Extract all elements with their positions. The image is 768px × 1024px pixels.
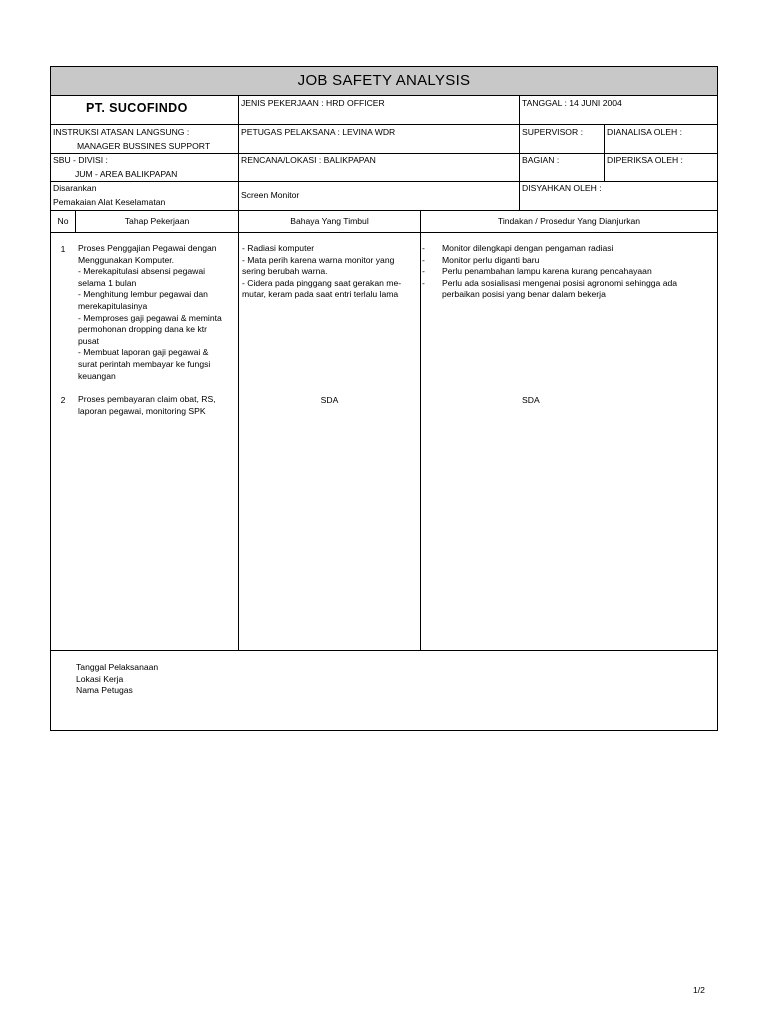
tahap-line: - Menghitung lembur pegawai dan: [78, 289, 208, 300]
bahaya-line: - Mata perih karena warna monitor yang: [242, 254, 395, 265]
petugas-pelaksana: PETUGAS PELAKSANA : LEVINA WDR: [241, 127, 396, 137]
tahap-line: Menggunakan Komputer.: [78, 254, 175, 265]
tindakan-dash: -: [422, 243, 425, 253]
tindakan-line: Monitor perlu diganti baru: [442, 254, 540, 265]
supervisor-label: SUPERVISOR :: [522, 127, 583, 137]
nama-petugas-label: Nama Petugas: [76, 685, 133, 696]
tahap-line: selama 1 bulan: [78, 277, 137, 288]
tindakan-dash: -: [422, 254, 425, 265]
divider: [51, 650, 717, 651]
diperiksa-label: DIPERIKSA OLEH :: [607, 155, 683, 165]
tindakan-line: Perlu ada sosialisasi mengenai posisi agronomi sehingga ada: [442, 277, 678, 288]
tahap-line: pusat: [78, 335, 100, 346]
divider: [420, 210, 421, 650]
page-number: 1/2: [693, 985, 705, 995]
sbu-label: SBU - DIVISI :: [53, 155, 108, 165]
tindakan-line: Monitor dilengkapi dengan pengaman radiasi: [442, 243, 614, 253]
screen-monitor: Screen Monitor: [241, 190, 300, 200]
row-number: 2: [60, 395, 66, 405]
jenis-pekerjaan: JENIS PEKERJAAN : HRD OFFICER: [241, 98, 385, 108]
company-name: PT. SUCOFINDO: [86, 101, 188, 115]
tahap-line: Proses pembayaran claim obat, RS,: [78, 394, 216, 404]
form-title: JOB SAFETY ANALYSIS: [51, 67, 717, 95]
pemakaian-alat-label: Pemakaian Alat Keselamatan: [53, 197, 166, 207]
divider: [51, 95, 717, 96]
dianalisa-label: DIANALISA OLEH :: [607, 127, 682, 137]
tindakan-dash-column: [422, 243, 425, 289]
tanggal-pelaksanaan-label: Tanggal Pelaksanaan: [76, 662, 159, 672]
tahap-line: - Merekapitulasi absensi pegawai: [78, 266, 206, 277]
lokasi-kerja-label: Lokasi Kerja: [76, 673, 124, 684]
tindakan-dash: -: [422, 266, 425, 277]
divider: [51, 124, 717, 125]
divider: [519, 95, 520, 210]
tahap-line: surat perintah membayar ke fungsi: [78, 358, 211, 369]
tanggal: TANGGAL : 14 JUNI 2004: [522, 98, 622, 108]
divider: [51, 232, 717, 233]
instruksi-value: MANAGER BUSSINES SUPPORT: [77, 141, 211, 151]
divider: [604, 124, 605, 181]
divider: [238, 95, 239, 210]
row-number: 1: [60, 244, 66, 254]
tahap-pekerjaan-cell: [78, 243, 222, 382]
bahaya-line: - Radiasi komputer: [242, 243, 315, 253]
tindakan-cell: [442, 243, 677, 301]
bahaya-cell: [242, 243, 401, 301]
divider: [51, 153, 717, 154]
footer-block: [76, 662, 158, 697]
bahaya-line: sering berubah warna.: [242, 266, 328, 277]
column-header-no: No: [57, 216, 69, 226]
sbu-value: JUM - AREA BALIKPAPAN: [75, 169, 178, 179]
tahap-line: permohonan dropping dana ke ktr: [78, 324, 207, 335]
tindakan-dash: -: [422, 277, 425, 288]
bahaya-line: - Cidera pada pinggang saat gerakan me-: [242, 277, 402, 288]
tindakan-line: Perlu penambahan lampu karena kurang pencahayaan: [442, 266, 652, 277]
tindakan-sda: SDA: [522, 395, 540, 405]
tahap-line: merekapitulasinya: [78, 300, 148, 311]
bagian-label: BAGIAN :: [522, 155, 560, 165]
divider: [51, 181, 717, 182]
column-header-tindakan: Tindakan / Prosedur Yang Dianjurkan: [497, 216, 641, 226]
job-safety-analysis-form: [50, 66, 718, 731]
column-header-bahaya: Bahaya Yang Timbul: [290, 216, 369, 226]
bahaya-sda: SDA: [320, 395, 339, 405]
column-header-tahap: Tahap Pekerjaan: [124, 216, 190, 226]
tahap-line: - Memproses gaji pegawai & meminta: [78, 312, 222, 323]
bahaya-line: mutar, keram pada saat entri terlalu lama: [242, 289, 399, 300]
disyahkan-label: DISYAHKAN OLEH :: [522, 183, 602, 193]
disarankan-label: Disarankan: [53, 183, 97, 193]
tindakan-line: perbaikan posisi yang benar dalam bekerja: [442, 289, 606, 300]
tahap-pekerjaan-cell: [78, 394, 216, 417]
divider: [238, 210, 239, 650]
tahap-line: laporan pegawai, monitoring SPK: [78, 405, 206, 416]
instruksi-label: INSTRUKSI ATASAN LANGSUNG :: [53, 127, 190, 137]
tahap-line: - Membuat laporan gaji pegawai &: [78, 347, 209, 358]
tahap-line: Proses Penggajian Pegawai dengan: [78, 243, 217, 253]
rencana-lokasi: RENCANA/LOKASI : BALIKPAPAN: [241, 155, 376, 165]
tahap-line: keuangan: [78, 370, 116, 381]
divider: [51, 210, 717, 211]
